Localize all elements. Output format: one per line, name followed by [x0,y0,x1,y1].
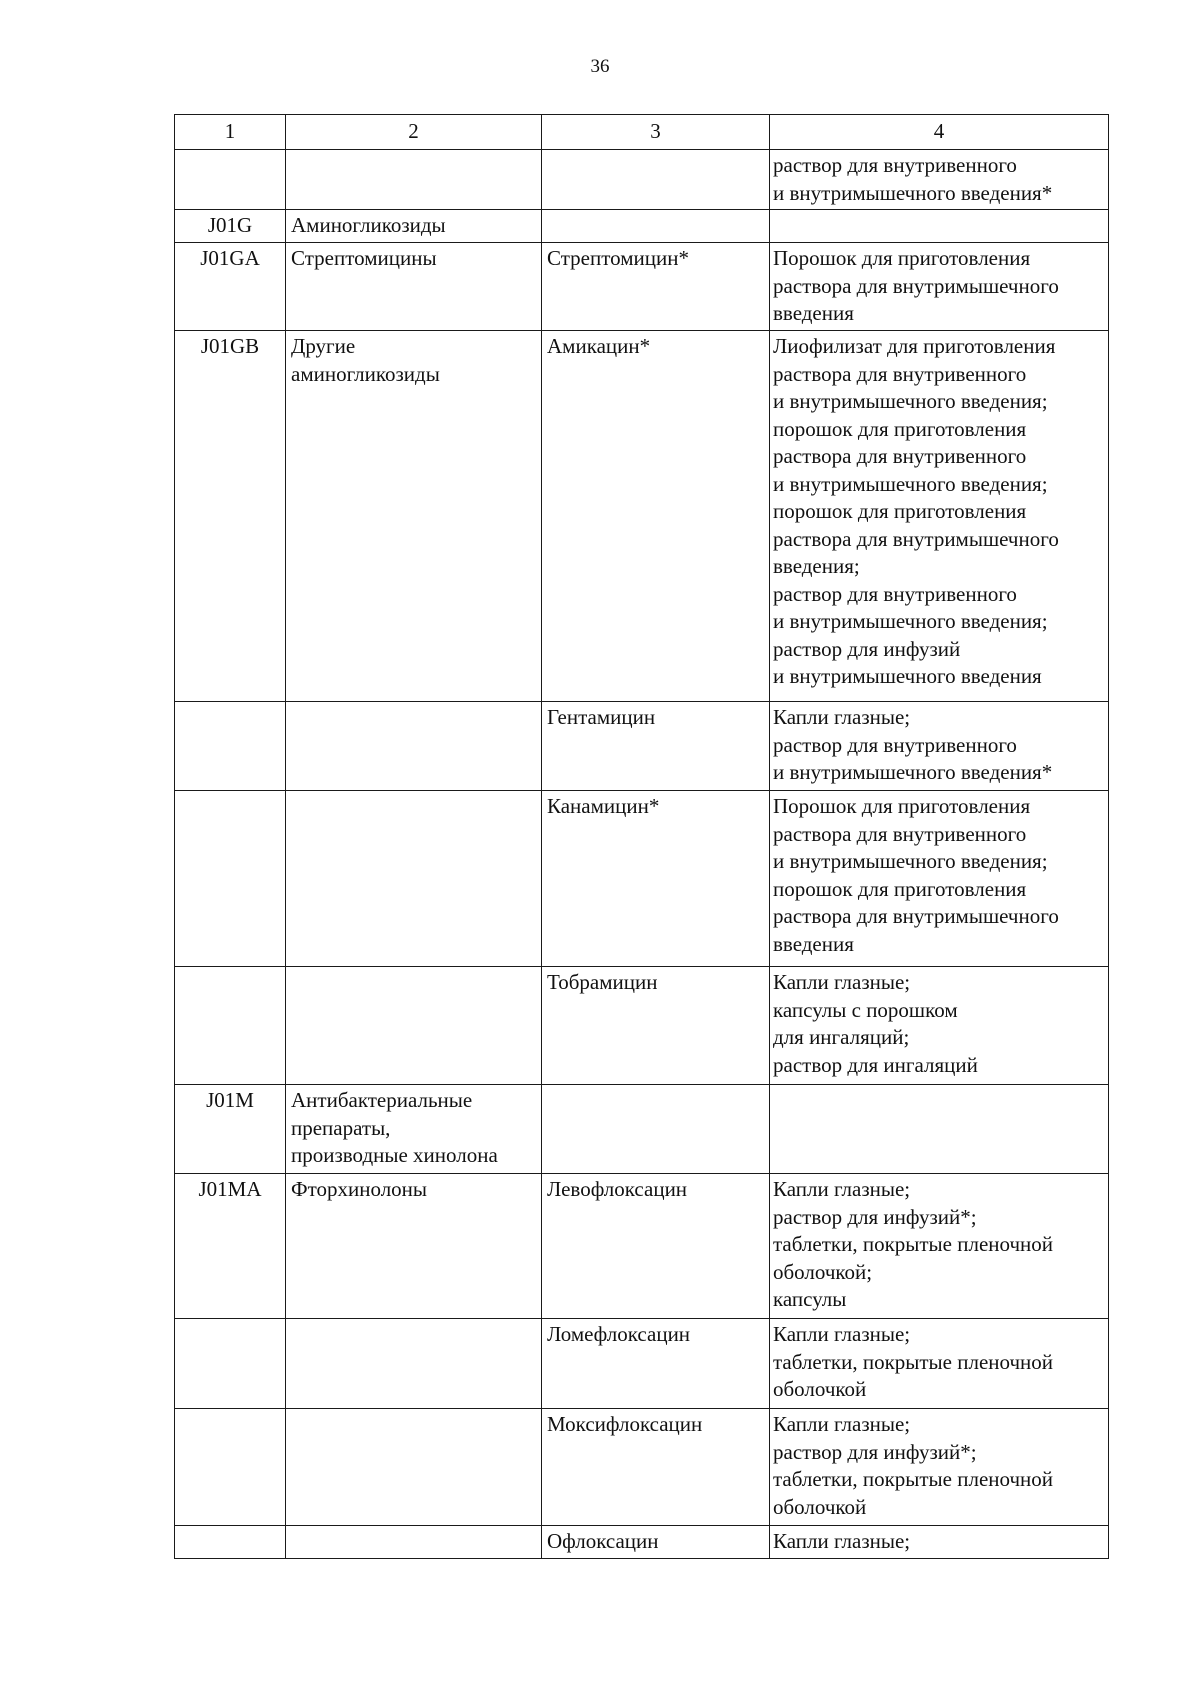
table-row [175,1319,1109,1409]
drug-name-cell: Моксифлоксацин [542,1409,770,1526]
table-row [175,331,1109,702]
table-row [175,150,1109,210]
column-header-4: 4 [770,115,1109,150]
atc-code-cell: J01GA [175,243,286,331]
atc-code-cell [175,1409,286,1526]
dosage-form-cell: Порошок для приготовления раствора для внутримышечного введения [770,243,1109,331]
atc-code-cell [175,967,286,1085]
dosage-form-cell: Порошок для приготовления раствора для внутривенного и внутримышечного введения; порошок для приготовления раствора для внутримышечного введения [770,791,1109,967]
table-row [175,791,1109,967]
atc-code-cell [175,1526,286,1559]
group-name-cell [286,1409,542,1526]
drug-name-cell: Левофлоксацин [542,1174,770,1319]
header-row [175,115,1109,150]
dosage-form-cell: Капли глазные; раствор для инфузий*; таблетки, покрытые пленочной оболочкой; капсулы [770,1174,1109,1319]
page-number: 36 [590,56,610,77]
table-row [175,702,1109,791]
drug-name-cell: Канамицин* [542,791,770,967]
dosage-form-cell: Капли глазные; раствор для внутривенного и внутримышечного введения* [770,702,1109,791]
column-header-2: 2 [286,115,542,150]
group-name-cell: Стрептомицины [286,243,542,331]
atc-code-cell [175,150,286,210]
drug-name-cell: Офлоксацин [542,1526,770,1559]
table-row [175,1085,1109,1174]
group-name-cell: Антибактериальные препараты, производные хинолона [286,1085,542,1174]
group-name-cell [286,1526,542,1559]
group-name-cell [286,967,542,1085]
table-row [175,210,1109,243]
drug-name-cell [542,1085,770,1174]
atc-code-cell [175,1319,286,1409]
table-row [175,1526,1109,1559]
group-name-cell [286,791,542,967]
drug-name-cell: Ломефлоксацин [542,1319,770,1409]
column-header-1: 1 [175,115,286,150]
table-body [175,150,1109,1559]
atc-code-cell [175,791,286,967]
atc-code-cell: J01M [175,1085,286,1174]
dosage-form-cell: Капли глазные; раствор для инфузий*; таблетки, покрытые пленочной оболочкой [770,1409,1109,1526]
dosage-form-cell: раствор для внутривенного и внутримышечного введения* [770,150,1109,210]
drug-name-cell [542,150,770,210]
atc-code-cell [175,702,286,791]
dosage-form-cell [770,210,1109,243]
dosage-form-cell: Капли глазные; [770,1526,1109,1559]
group-name-cell [286,150,542,210]
column-header-3: 3 [542,115,770,150]
dosage-form-cell [770,1085,1109,1174]
drug-name-cell [542,210,770,243]
table-row [175,1409,1109,1526]
drug-table [174,114,1109,1559]
drug-name-cell: Амикацин* [542,331,770,702]
dosage-form-cell: Лиофилизат для приготовления раствора для внутривенного и внутримышечного введения; порошок для приготовления раствора для внутривенного и внутримышечного введения; порошок для приготовления раствора для внутримышечного введения; раствор для внутривенного и внутримышечного введения; раствор для инфузий и внутримышечного введения [770,331,1109,702]
group-name-cell [286,1319,542,1409]
dosage-form-cell: Капли глазные; капсулы с порошком для ингаляций; раствор для ингаляций [770,967,1109,1085]
table-row [175,243,1109,331]
group-name-cell: Аминогликозиды [286,210,542,243]
group-name-cell [286,702,542,791]
drug-name-cell: Тобрамицин [542,967,770,1085]
dosage-form-cell: Капли глазные; таблетки, покрытые пленочной оболочкой [770,1319,1109,1409]
group-name-cell: Другие аминогликозиды [286,331,542,702]
atc-code-cell: J01G [175,210,286,243]
group-name-cell: Фторхинолоны [286,1174,542,1319]
table-header [175,115,1109,150]
drug-name-cell: Гентамицин [542,702,770,791]
table-row [175,1174,1109,1319]
atc-code-cell: J01MA [175,1174,286,1319]
atc-code-cell: J01GB [175,331,286,702]
drug-name-cell: Стрептомицин* [542,243,770,331]
table-row [175,967,1109,1085]
